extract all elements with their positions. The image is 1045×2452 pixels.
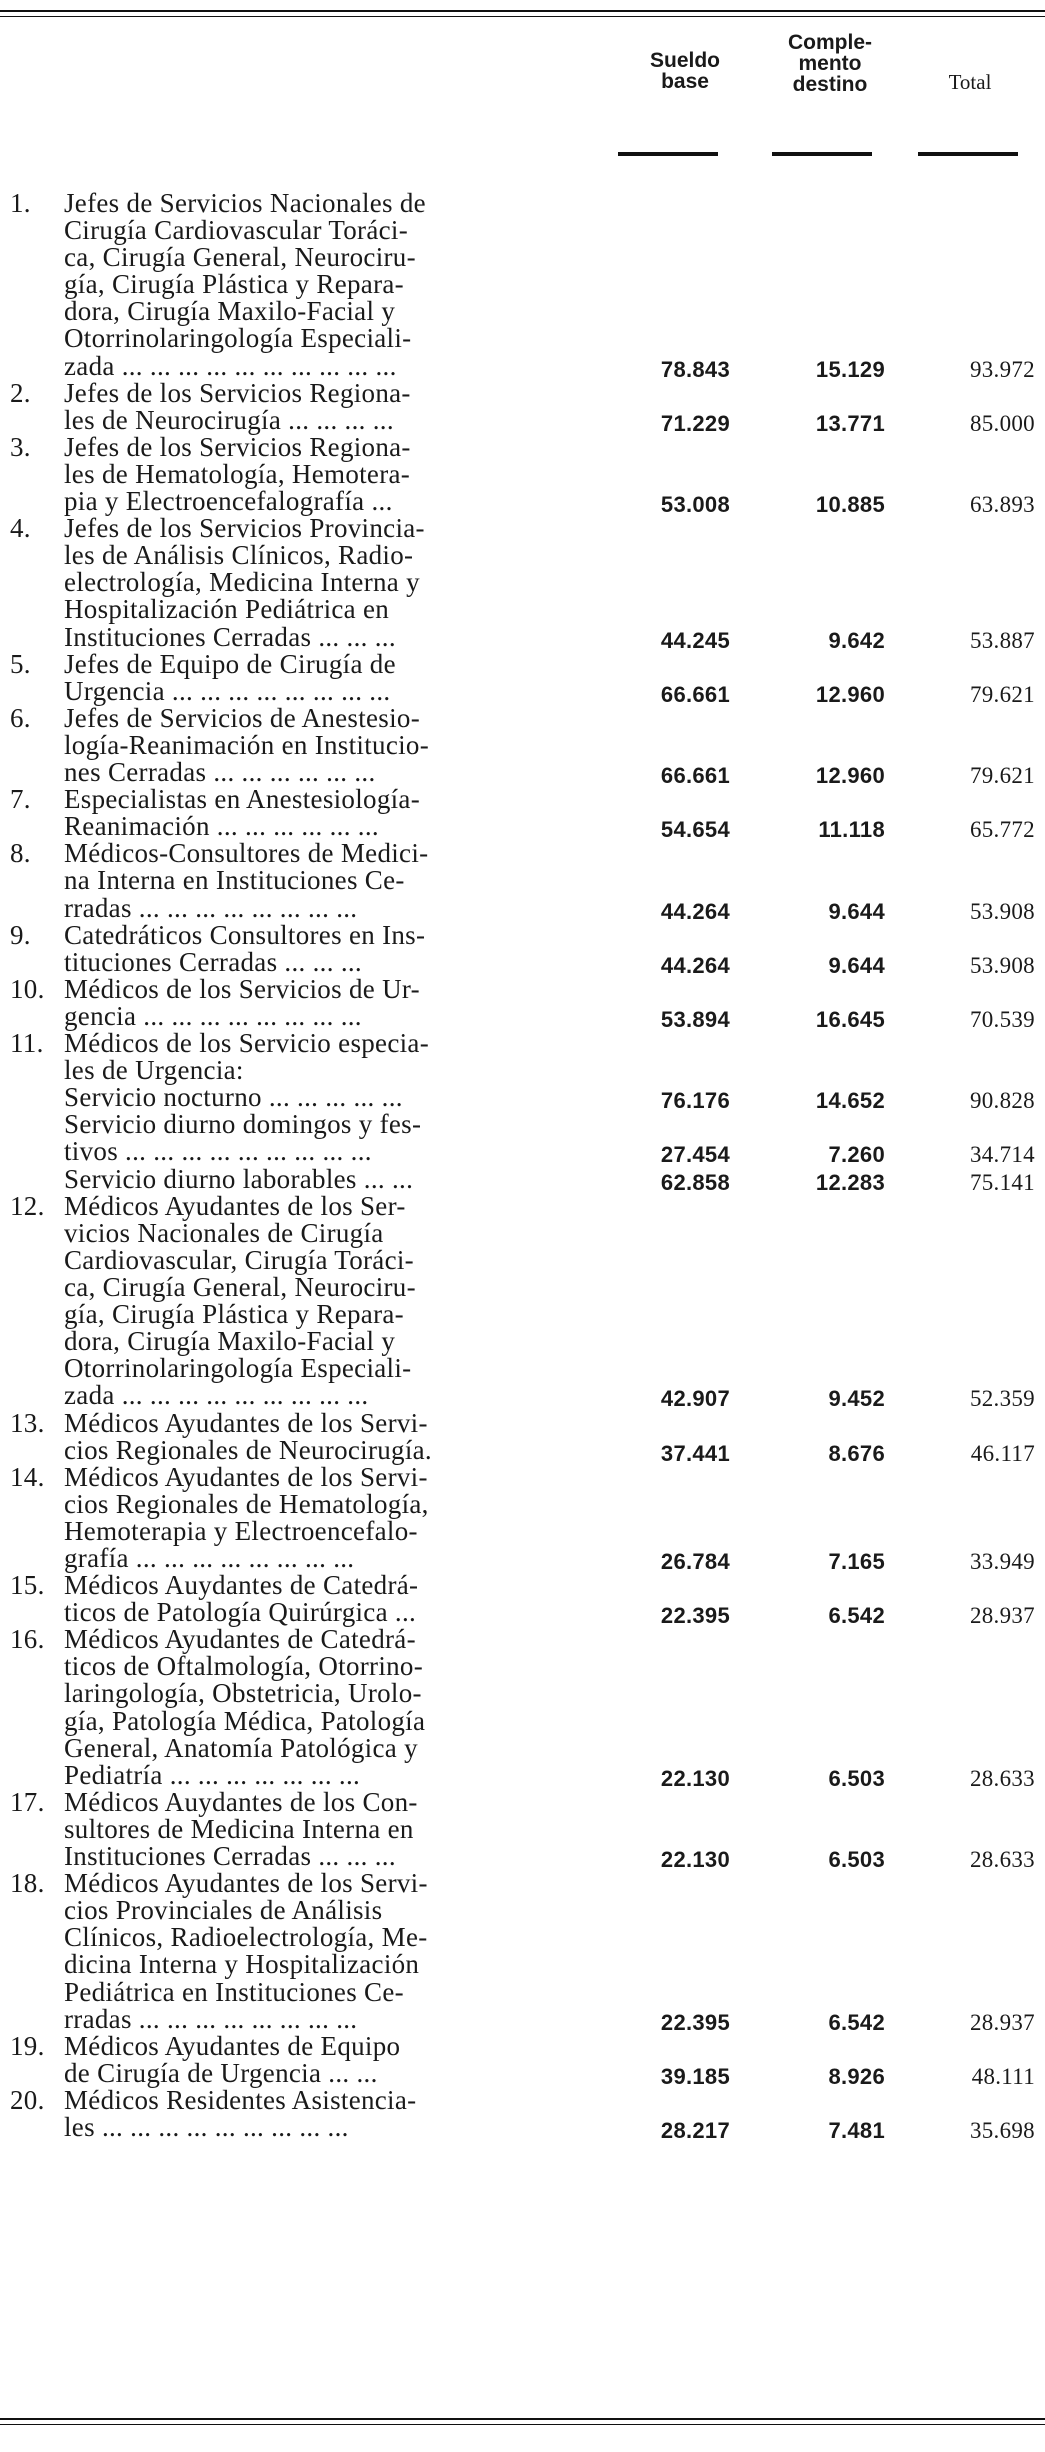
- table-row: [0, 1163, 1045, 1195]
- description-line: gencia ... ... ... ... ... ... ... ...: [64, 1000, 362, 1031]
- total-value: 48.111: [971, 2063, 1035, 2089]
- complemento-destino-value: 12.960: [815, 681, 885, 707]
- complemento-destino-value: 6.503: [828, 1847, 885, 1873]
- description-line: cios Regionales de Hematología,: [64, 1488, 429, 1519]
- sueldo-base-value: 62.858: [660, 1169, 730, 1195]
- description-line: gía, Cirugía Plástica y Repara-: [64, 1299, 404, 1330]
- complemento-destino-value: 8.926: [828, 2063, 885, 2089]
- table-row: [0, 1626, 1045, 1789]
- sueldo-base-value: 53.008: [660, 492, 730, 518]
- row-description: [64, 648, 584, 706]
- description-line: zada ... ... ... ... ... ... ... ... ...: [64, 1380, 369, 1411]
- description-line: Médicos de los Servicios de Ur-: [64, 973, 420, 1004]
- sueldo-base-value: 71.229: [660, 410, 730, 436]
- top-rule: [0, 10, 1045, 12]
- description-line: Instituciones Cerradas ... ... ...: [64, 1841, 396, 1872]
- table-row: [0, 1190, 1045, 1412]
- total-value: 75.141: [969, 1169, 1035, 1195]
- description-line: Médicos Ayudantes de Catedrá-: [64, 1624, 416, 1655]
- description-line: Otorrinolaringología Especiali-: [64, 1353, 412, 1384]
- row-number: 15.: [10, 1570, 45, 1601]
- description-line: Médicos-Consultores de Medici-: [64, 838, 429, 869]
- description-line: Médicos Auydantes de los Con-: [64, 1786, 418, 1817]
- table-row: [0, 973, 1045, 1032]
- complemento-destino-value: 9.452: [828, 1386, 885, 1412]
- description-line: na Interna en Instituciones Ce-: [64, 865, 405, 896]
- description-line: Jefes de Servicios de Anestesio-: [64, 702, 421, 733]
- description-line: gía, Patología Médica, Patología: [64, 1705, 426, 1736]
- sueldo-base-value: 22.395: [660, 1603, 730, 1629]
- description-line: dora, Cirugía Maxilo-Facial y: [64, 296, 396, 327]
- description-line: grafía ... ... ... ... ... ... ... ...: [64, 1542, 355, 1573]
- row-number: 12.: [10, 1190, 45, 1221]
- table-row: [0, 1082, 1045, 1114]
- sueldo-base-value: 66.661: [660, 681, 730, 707]
- row-description: [64, 786, 584, 840]
- row-number: 2.: [10, 377, 31, 408]
- row-number: 11.: [10, 1028, 44, 1059]
- row-number: 6.: [10, 702, 31, 733]
- description-line: gía, Cirugía Plástica y Repara-: [64, 269, 404, 300]
- complemento-destino-value: 13.771: [815, 410, 885, 436]
- total-value: 35.698: [969, 2118, 1035, 2144]
- total-value: 52.359: [969, 1386, 1035, 1412]
- header-text: Total: [948, 70, 992, 94]
- row-number: 10.: [10, 973, 45, 1004]
- header-text: destino: [792, 73, 868, 96]
- description-line: rradas ... ... ... ... ... ... ... ...: [64, 892, 358, 923]
- sueldo-base-value: 54.654: [660, 817, 730, 843]
- description-line: Médicos Ayudantes de Equipo: [64, 2030, 401, 2061]
- header-text: Sueldo: [649, 49, 720, 72]
- row-description: [64, 1626, 584, 1789]
- description-line: Médicos Ayudantes de los Servi-: [64, 1461, 428, 1492]
- sueldo-base-value: 42.907: [660, 1386, 730, 1412]
- complemento-destino-value: 12.283: [815, 1169, 885, 1195]
- header-total: [920, 72, 1020, 93]
- row-number: 8.: [10, 838, 31, 869]
- row-description: [64, 973, 584, 1031]
- description-line: cios Regionales de Neurocirugía.: [64, 1434, 432, 1465]
- row-number: 20.: [10, 2085, 45, 2115]
- total-value: 90.828: [969, 1088, 1035, 1114]
- total-value: 28.937: [969, 1603, 1035, 1629]
- description-line: electrología, Medicina Interna y: [64, 567, 420, 598]
- description-line: les de Hematología, Hemotera-: [64, 458, 411, 489]
- row-description: [64, 1084, 584, 1111]
- row-number: 1.: [10, 188, 31, 218]
- complemento-destino-value: 6.542: [828, 2009, 885, 2035]
- header-complemento-destino: [770, 32, 890, 95]
- sueldo-base-value: 78.843: [660, 356, 730, 382]
- description-line: nes Cerradas ... ... ... ... ... ...: [64, 757, 376, 788]
- description-line: de Cirugía de Urgencia ... ...: [64, 2057, 378, 2088]
- description-line: Jefes de los Servicios Regiona-: [64, 431, 411, 462]
- total-value: 93.972: [969, 356, 1035, 382]
- description-line: Cardiovascular, Cirugía Toráci-: [64, 1244, 414, 1275]
- total-value: 65.772: [969, 817, 1035, 843]
- complemento-destino-value: 14.652: [815, 1088, 885, 1114]
- sueldo-base-value: 39.185: [660, 2063, 730, 2089]
- sueldo-base-value: 76.176: [660, 1088, 730, 1114]
- description-line: cios Provinciales de Análisis: [64, 1895, 383, 1926]
- description-line: Catedráticos Consultores en Ins-: [64, 919, 426, 950]
- complemento-destino-value: 8.676: [828, 1440, 885, 1466]
- description-line: Reanimación ... ... ... ... ... ...: [64, 811, 379, 842]
- description-line: tituciones Cerradas ... ... ...: [64, 946, 362, 977]
- table-row: [0, 648, 1045, 707]
- description-line: Médicos de los Servicio especia-: [64, 1028, 429, 1059]
- total-value: 28.633: [969, 1765, 1035, 1791]
- description-line: Médicos Ayudantes de los Servi-: [64, 1868, 428, 1899]
- row-number: 17.: [10, 1786, 45, 1817]
- description-line: sultores de Medicina Interna en: [64, 1813, 414, 1844]
- sueldo-base-value: 66.661: [660, 763, 730, 789]
- description-line: les de Urgencia:: [64, 1055, 244, 1086]
- sueldo-base-value: 28.217: [660, 2118, 730, 2144]
- complemento-destino-value: 7.260: [828, 1142, 885, 1168]
- sueldo-base-value: 53.894: [660, 1006, 730, 1032]
- description-line: Instituciones Cerradas ... ... ...: [64, 621, 396, 652]
- complemento-destino-value: 6.542: [828, 1603, 885, 1629]
- row-description: [64, 702, 584, 788]
- table-row: [0, 1109, 1045, 1168]
- row-description: [64, 1163, 584, 1194]
- total-value: 28.937: [969, 2009, 1035, 2035]
- row-number: 16.: [10, 1624, 45, 1655]
- sueldo-base-value: 27.454: [660, 1142, 730, 1168]
- header-text: base: [661, 70, 709, 93]
- sueldo-base-value: 26.784: [660, 1548, 730, 1574]
- description-line: Urgencia ... ... ... ... ... ... ... ...: [64, 675, 391, 706]
- row-description: [64, 2030, 584, 2088]
- complemento-destino-value: 9.644: [828, 952, 885, 978]
- row-number: 3.: [10, 431, 31, 462]
- sueldo-base-value: 44.264: [660, 898, 730, 924]
- description-line: Pediatría ... ... ... ... ... ... ...: [64, 1759, 361, 1790]
- row-description: [64, 2087, 584, 2141]
- row-description: [64, 840, 584, 921]
- description-line: ticos de Oftalmología, Otorrino-: [64, 1651, 424, 1682]
- description-line: pia y Electroencefalografía ...: [64, 486, 393, 517]
- description-line: dora, Cirugía Maxilo-Facial y: [64, 1326, 396, 1357]
- row-number: 14.: [10, 1461, 45, 1492]
- table-row: [0, 838, 1045, 924]
- row-description: [64, 1111, 584, 1165]
- row-number: 18.: [10, 1868, 45, 1899]
- sueldo-base-value: 22.130: [660, 1765, 730, 1791]
- complemento-destino-value: 9.644: [828, 898, 885, 924]
- row-number: 4.: [10, 513, 31, 544]
- table-row: [0, 702, 1045, 789]
- header-underline: [772, 152, 872, 156]
- sueldo-base-value: 22.130: [660, 1847, 730, 1873]
- table-row: [0, 1570, 1045, 1629]
- description-line: Cirugía Cardiovascular Toráci-: [64, 215, 408, 246]
- table-row: [0, 431, 1045, 518]
- row-number: 9.: [10, 919, 31, 950]
- description-line: Otorrinolaringología Especiali-: [64, 323, 412, 354]
- description-line: les de Neurocirugía ... ... ... ...: [64, 404, 394, 435]
- row-description: [64, 1870, 584, 2033]
- row-description: [64, 515, 584, 650]
- header-text: Comple-: [788, 31, 872, 54]
- description-line: logía-Reanimación en Institucio-: [64, 729, 429, 760]
- row-description: [64, 1786, 584, 1872]
- table-row: [0, 919, 1045, 978]
- total-value: 70.539: [969, 1006, 1035, 1032]
- table-row: [0, 784, 1045, 843]
- complemento-destino-value: 12.960: [815, 763, 885, 789]
- table-row: [0, 515, 1045, 651]
- table-row: [0, 2085, 1045, 2144]
- header-underline: [918, 152, 1018, 156]
- top-rule-thin: [0, 16, 1045, 17]
- description-line: Médicos Ayudantes de los Ser-: [64, 1190, 406, 1221]
- complemento-destino-value: 10.885: [815, 492, 885, 518]
- total-value: 85.000: [969, 410, 1035, 436]
- total-value: 34.714: [969, 1142, 1035, 1168]
- complemento-destino-value: 6.503: [828, 1765, 885, 1791]
- row-description: [64, 190, 584, 380]
- description-line: ca, Cirugía General, Neurociru-: [64, 1271, 416, 1302]
- description-line: Jefes de Servicios Nacionales de: [64, 188, 426, 218]
- description-line: Jefes de los Servicios Regiona-: [64, 377, 411, 408]
- row-description: [64, 919, 584, 977]
- complemento-destino-value: 7.165: [828, 1548, 885, 1574]
- row-number: 19.: [10, 2030, 45, 2061]
- row-description: [64, 1461, 584, 1573]
- description-line: Servicio diurno laborables ... ...: [64, 1163, 414, 1194]
- description-line: vicios Nacionales de Cirugía: [64, 1217, 384, 1248]
- row-description: [64, 1190, 584, 1411]
- row-description: [64, 377, 584, 435]
- description-line: Médicos Ayudantes de los Servi-: [64, 1407, 428, 1438]
- complemento-destino-value: 16.645: [815, 1006, 885, 1032]
- table-row: [0, 190, 1045, 380]
- description-line: Médicos Residentes Asistencia-: [64, 2085, 417, 2115]
- description-line: General, Anatomía Patológica y: [64, 1732, 418, 1763]
- table-row: [0, 1786, 1045, 1873]
- table-row: [0, 1030, 1045, 1084]
- total-value: 63.893: [969, 492, 1035, 518]
- header-text: mento: [798, 52, 862, 75]
- row-number: 13.: [10, 1407, 45, 1438]
- description-line: ca, Cirugía General, Neurociru-: [64, 242, 416, 273]
- table-row: [0, 1407, 1045, 1466]
- description-line: tivos ... ... ... ... ... ... ... ... ...: [64, 1136, 372, 1167]
- row-description: [64, 1030, 584, 1084]
- description-line: Jefes de los Servicios Provincia-: [64, 513, 425, 544]
- header-underline: [618, 152, 718, 156]
- bottom-rule-thin: [0, 2424, 1045, 2425]
- row-number: 7.: [10, 784, 31, 815]
- row-description: [64, 1407, 584, 1465]
- description-line: zada ... ... ... ... ... ... ... ... ... ...: [64, 350, 397, 381]
- total-value: 79.621: [969, 681, 1035, 707]
- description-line: les de Análisis Clínicos, Radio-: [64, 540, 414, 571]
- row-description: [64, 431, 584, 517]
- complemento-destino-value: 7.481: [828, 2118, 885, 2144]
- description-line: rradas ... ... ... ... ... ... ... ...: [64, 2003, 358, 2034]
- description-line: Especialistas en Anestesiología-: [64, 784, 421, 815]
- description-line: Jefes de Equipo de Cirugía de: [64, 648, 396, 679]
- sueldo-base-value: 37.441: [660, 1440, 730, 1466]
- description-line: laringología, Obstetricia, Urolo-: [64, 1678, 422, 1709]
- row-number: 5.: [10, 648, 31, 679]
- description-line: dicina Interna y Hospitalización: [64, 1949, 420, 1980]
- sueldo-base-value: 44.264: [660, 952, 730, 978]
- table-row: [0, 1870, 1045, 2033]
- total-value: 33.949: [969, 1548, 1035, 1574]
- bottom-rule: [0, 2418, 1045, 2420]
- description-line: Hemoterapia y Electroencefalo-: [64, 1515, 418, 1546]
- description-line: Servicio nocturno ... ... ... ... ...: [64, 1082, 403, 1113]
- sueldo-base-value: 44.245: [660, 627, 730, 653]
- total-value: 46.117: [970, 1440, 1035, 1466]
- complemento-destino-value: 9.642: [828, 627, 885, 653]
- complemento-destino-value: 11.118: [818, 817, 885, 843]
- description-line: Clínicos, Radioelectrología, Me-: [64, 1922, 428, 1953]
- description-line: Hospitalización Pediátrica en: [64, 594, 390, 625]
- table-row: [0, 1461, 1045, 1574]
- complemento-destino-value: 15.129: [815, 356, 885, 382]
- total-value: 28.633: [969, 1847, 1035, 1873]
- total-value: 53.908: [969, 898, 1035, 924]
- description-line: Médicos Auydantes de Catedrá-: [64, 1570, 419, 1601]
- description-line: ticos de Patología Quirúrgica ...: [64, 1597, 417, 1628]
- sueldo-base-value: 22.395: [660, 2009, 730, 2035]
- total-value: 53.887: [969, 627, 1035, 653]
- table-row: [0, 377, 1045, 436]
- total-value: 53.908: [969, 952, 1035, 978]
- description-line: Servicio diurno domingos y fes-: [64, 1109, 422, 1140]
- total-value: 79.621: [969, 763, 1035, 789]
- row-description: [64, 1572, 584, 1626]
- description-line: Pediátrica en Instituciones Ce-: [64, 1976, 404, 2007]
- description-line: les ... ... ... ... ... ... ... ... ...: [64, 2112, 349, 2143]
- header-sueldo-base: [630, 50, 740, 92]
- table-row: [0, 2030, 1045, 2089]
